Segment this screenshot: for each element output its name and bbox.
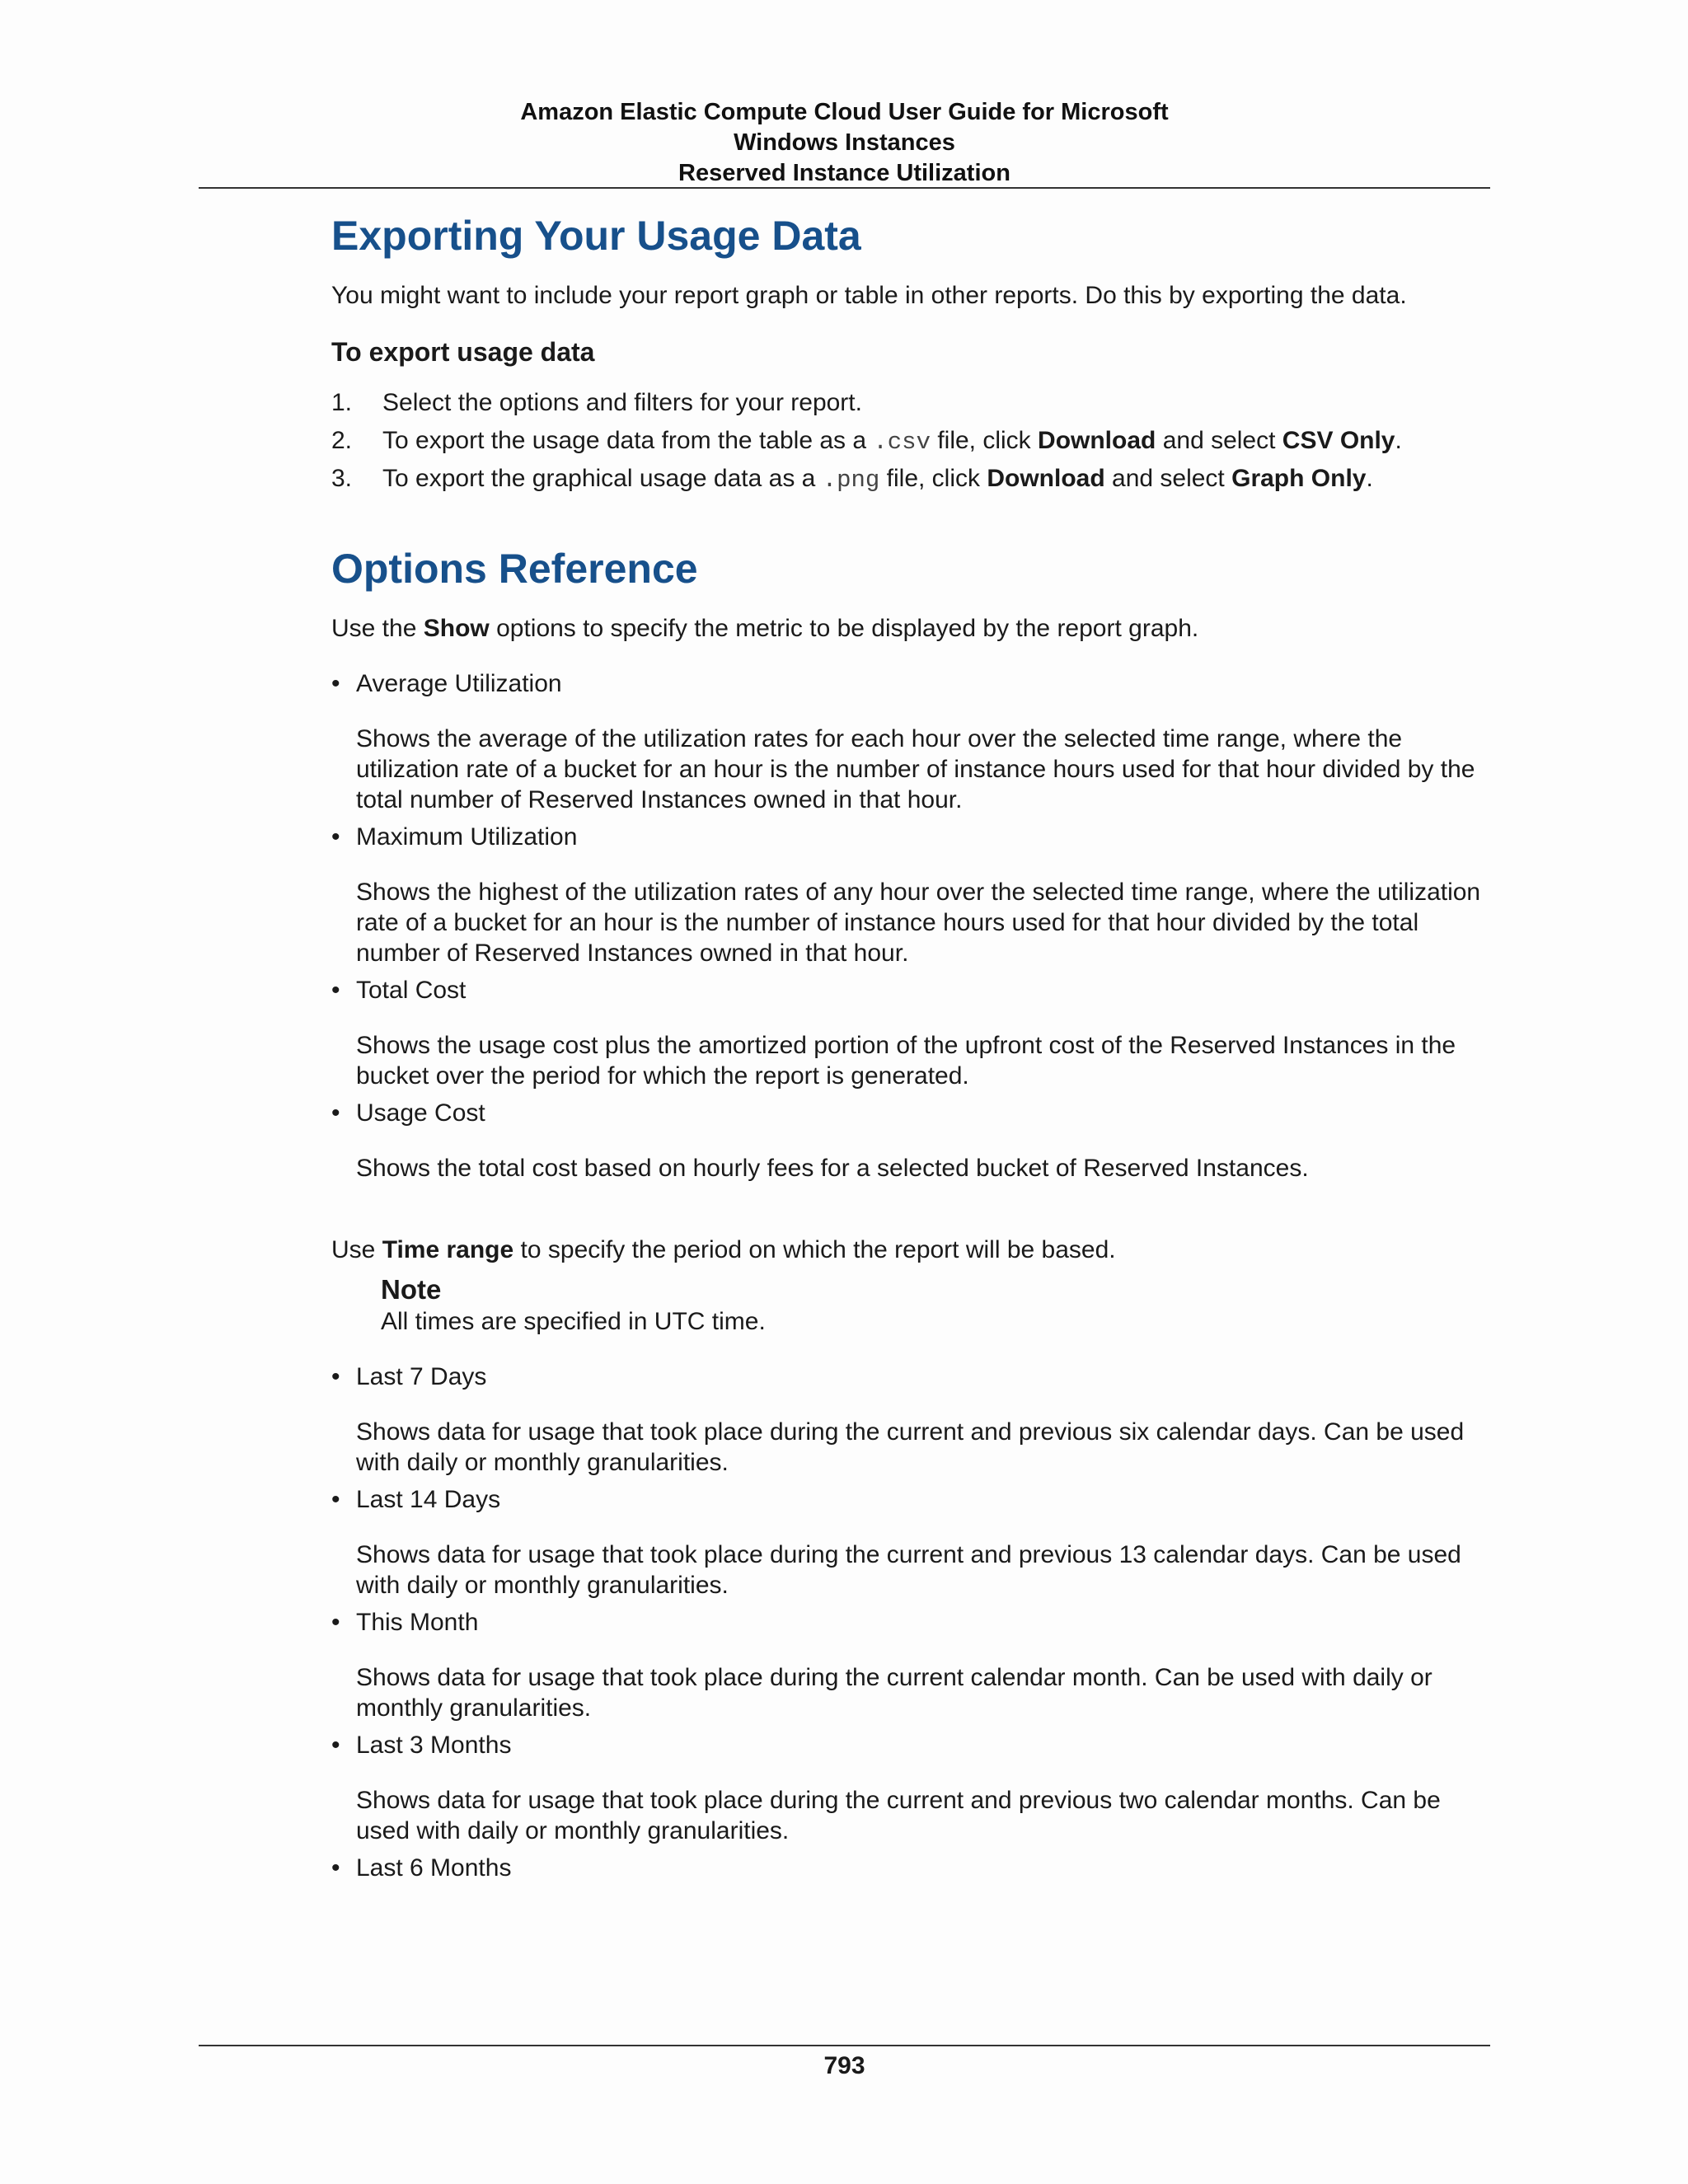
bullet-icon: • — [331, 1732, 340, 1759]
ui-label-download: Download — [987, 465, 1105, 492]
list-item — [331, 1607, 1490, 1723]
procedure-title: To export usage data — [331, 337, 595, 367]
footer-rule — [199, 2045, 1490, 2046]
list-item — [331, 1484, 1490, 1601]
bullet-icon: • — [331, 977, 340, 1004]
step-number: 1. — [331, 389, 353, 416]
option-description: Shows the highest of the utilization rates of any hour over the selected time range, where the utilization rate of a bucket for an hour is the number of instance hours used for that hour divided by the total number of Reserved Instances owned in that hour. — [356, 879, 1481, 967]
bullet-icon: • — [331, 1609, 340, 1636]
step-text: and select — [1156, 427, 1282, 454]
bullet-icon: • — [331, 1099, 340, 1127]
export-section-title: Exporting Your Usage Data — [331, 213, 861, 259]
list-item — [331, 822, 1490, 968]
option-term: Maximum Utilization — [356, 823, 578, 851]
show-intro-text: Use the — [331, 615, 424, 642]
export-intro: You might want to include your report graph or table in other reports. Do this by exporting the data. — [331, 282, 1407, 309]
step-text: Select the options and filters for your report. — [382, 389, 862, 416]
ui-label-graph-only: Graph Only — [1231, 465, 1367, 492]
option-description: Shows data for usage that took place during the current and previous 13 calendar days. Can be used with daily or monthly granularities. — [356, 1541, 1461, 1599]
step-text: . — [1366, 465, 1373, 492]
list-item — [331, 1361, 1490, 1478]
list-item — [331, 1730, 1490, 1846]
step-text: file, click — [931, 427, 1039, 454]
option-term: Last 6 Months — [356, 1854, 512, 1882]
bullet-icon: • — [331, 670, 340, 697]
running-header — [199, 97, 1490, 189]
option-description: Shows the total cost based on hourly fees for a selected bucket of Reserved Instances. — [356, 1155, 1309, 1182]
bullet-icon: • — [331, 1486, 340, 1513]
option-term: Average Utilization — [356, 670, 562, 697]
step-number: 2. — [331, 427, 353, 454]
step-text: To export the graphical usage data as a — [382, 465, 823, 492]
page-number: 793 — [823, 2052, 865, 2079]
option-description: Shows data for usage that took place during the current and previous two calendar months. Can be used with daily or monthly granularities. — [356, 1787, 1441, 1844]
procedure-step — [331, 422, 1490, 460]
show-options-list — [331, 668, 1490, 1183]
procedure-step — [331, 460, 1490, 498]
options-section-title: Options Reference — [331, 546, 698, 592]
step-text: and select — [1104, 465, 1232, 492]
time-intro-text: Use — [331, 1236, 382, 1263]
bullet-icon: • — [331, 823, 340, 851]
file-extension-code: .png — [822, 466, 880, 494]
bullet-icon: • — [331, 1363, 340, 1390]
note-label: Note — [381, 1274, 442, 1305]
note-box — [381, 1273, 1490, 1337]
list-item — [331, 975, 1490, 1091]
option-term: Last 7 Days — [356, 1363, 487, 1390]
step-text: To export the usage data from the table as a — [382, 427, 874, 454]
header-line-2: Windows Instances — [734, 129, 955, 156]
option-term: Last 14 Days — [356, 1486, 501, 1513]
bullet-icon: • — [331, 1854, 340, 1882]
header-line-1: Amazon Elastic Compute Cloud User Guide for Microsoft — [520, 99, 1169, 125]
ui-label-csv-only: CSV Only — [1282, 427, 1395, 454]
option-term: Last 3 Months — [356, 1732, 512, 1759]
header-rule — [199, 187, 1490, 189]
show-intro-text: options to specify the metric to be displayed by the report graph. — [489, 615, 1199, 642]
header-line-3: Reserved Instance Utilization — [678, 160, 1010, 186]
option-term: This Month — [356, 1609, 479, 1636]
list-item — [331, 1098, 1490, 1183]
step-number: 3. — [331, 465, 353, 492]
option-description: Shows data for usage that took place during the current calendar month. Can be used with daily or monthly granularities. — [356, 1664, 1432, 1722]
time-range-options-list — [331, 1361, 1490, 1883]
procedure-step — [331, 384, 1490, 422]
option-term: Usage Cost — [356, 1099, 485, 1127]
file-extension-code: .csv — [873, 429, 931, 456]
show-intro — [331, 613, 1490, 644]
option-description: Shows the average of the utilization rates for each hour over the selected time range, where the utilization rate of a bucket for an hour is the number of instance hours used for that hour divided by the total number of Reserved Instances owned in that hour. — [356, 725, 1475, 813]
ui-label-download: Download — [1038, 427, 1156, 454]
time-intro-text: to specify the period on which the report will be based. — [513, 1236, 1116, 1263]
step-text: file, click — [879, 465, 987, 492]
list-item — [331, 668, 1490, 815]
option-description: Shows the usage cost plus the amortized portion of the upfront cost of the Reserved Instances in the bucket over the period for which the report is generated. — [356, 1032, 1456, 1090]
list-item — [331, 1853, 1490, 1883]
option-term: Total Cost — [356, 977, 467, 1004]
ui-label-show: Show — [423, 615, 490, 642]
option-description: Shows data for usage that took place during the current and previous six calendar days. Can be used with daily or monthly granularities. — [356, 1418, 1465, 1476]
time-range-intro — [331, 1235, 1490, 1265]
procedure-steps — [331, 384, 1490, 498]
step-text: . — [1395, 427, 1402, 454]
ui-label-time-range: Time range — [382, 1236, 514, 1263]
page-content — [331, 206, 1490, 1883]
note-text: All times are specified in UTC time. — [381, 1308, 766, 1335]
